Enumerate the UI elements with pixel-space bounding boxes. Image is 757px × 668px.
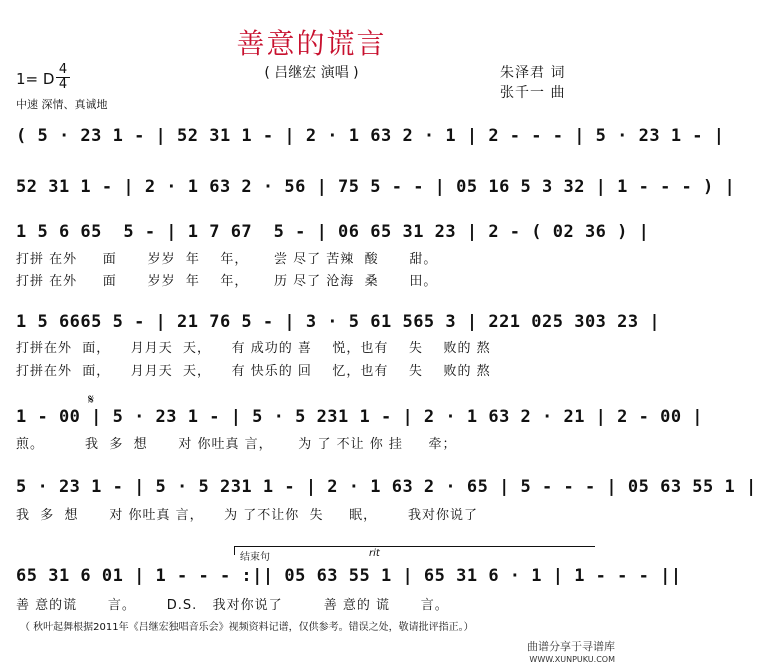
composer-credit: 张千一 曲 xyxy=(500,85,566,101)
notation-line-4: 1 5 6665 5 - | 21 76 5 - | 3 · 5 61 565 3 | 221 025 303 23 | xyxy=(16,312,661,332)
singer-line: ( 吕继宏 演唱 ) xyxy=(264,65,359,81)
time-signature-bottom: 4 xyxy=(56,77,70,92)
time-signature xyxy=(56,63,70,92)
lyricist-credit: 朱泽君 词 xyxy=(500,65,566,81)
lyric-line-5: 煎。 我 多 想 对 你吐真 言， 为 了 不让 你 挂 牵； xyxy=(16,437,457,452)
watermark-text: 曲谱分享于寻谱库 xyxy=(527,640,615,653)
notation-line-6: 5 · 23 1 - | 5 · 5 231 1 - | 2 · 1 63 2 · 65 | 5 - - - | 05 63 55 1 | xyxy=(16,477,757,497)
notation-line-2: 52 31 1 - | 2 · 1 63 2 · 56 | 75 5 - - | 05 16 5 3 32 | 1 - - - ) | xyxy=(16,177,736,197)
lyric-line-7: 善 意的谎 言。 D.S. 我对你说了 善 意的 谎 言。 xyxy=(16,598,449,613)
time-signature-top: 4 xyxy=(58,62,68,77)
lyric-line-1: 打拼 在外 面 岁岁 年 年， 尝 尽了 苦辣 酸 甜。 xyxy=(16,252,438,267)
site-watermark xyxy=(527,640,615,666)
lyric-line-2: 打拼 在外 面 岁岁 年 年， 历 尽了 沧海 桑 田。 xyxy=(16,274,438,289)
notation-line-3: 1 5 6 65 5 - | 1 7 67 5 - | 06 65 31 23 | 2 - ( 02 36 ) | xyxy=(16,222,650,242)
notation-line-1: ( 5 · 23 1 - | 52 31 1 - | 2 · 1 63 2 · 1 | 2 - - - | 5 · 23 1 - | xyxy=(16,126,725,146)
notation-line-7: 65 31 6 01 | 1 - - - :|| 05 63 55 1 | 65 31 6 · 1 | 1 - - - || xyxy=(16,566,682,586)
song-title: 善意的谎言 xyxy=(236,27,387,60)
notation-line-5: 1 - 00 | 5 · 23 1 - | 5 · 5 231 1 - | 2 · 1 63 2 · 21 | 2 - 00 | xyxy=(16,407,704,427)
watermark-url: WWW.XUNPUKU.COM xyxy=(529,655,615,664)
segno-sign: 𝄋 xyxy=(88,392,95,408)
transcription-note: （ 秋叶起舞根据2011年《吕继宏独唱音乐会》视频资料记谱，仅供参考。错误之处，敬请批评指正。） xyxy=(20,622,474,633)
key-signature: 1= D xyxy=(16,70,55,88)
tempo-marking: 中速 深情、真诚地 xyxy=(16,98,108,111)
lyric-line-6: 我 多 想 对 你吐真 言， 为 了不让你 失 眠， 我对你说了 xyxy=(16,508,478,523)
lyric-line-4: 打拼在外 面， 月月天 天， 有 快乐的 回 忆，也有 失 败的 熬 xyxy=(16,364,491,379)
lyric-line-3: 打拼在外 面， 月月天 天， 有 成功的 喜 悦，也有 失 败的 熬 xyxy=(16,341,491,356)
ending-label: 结束句 xyxy=(240,552,270,563)
ritardando-marking: rit xyxy=(369,548,380,559)
ending-bracket xyxy=(234,546,595,555)
